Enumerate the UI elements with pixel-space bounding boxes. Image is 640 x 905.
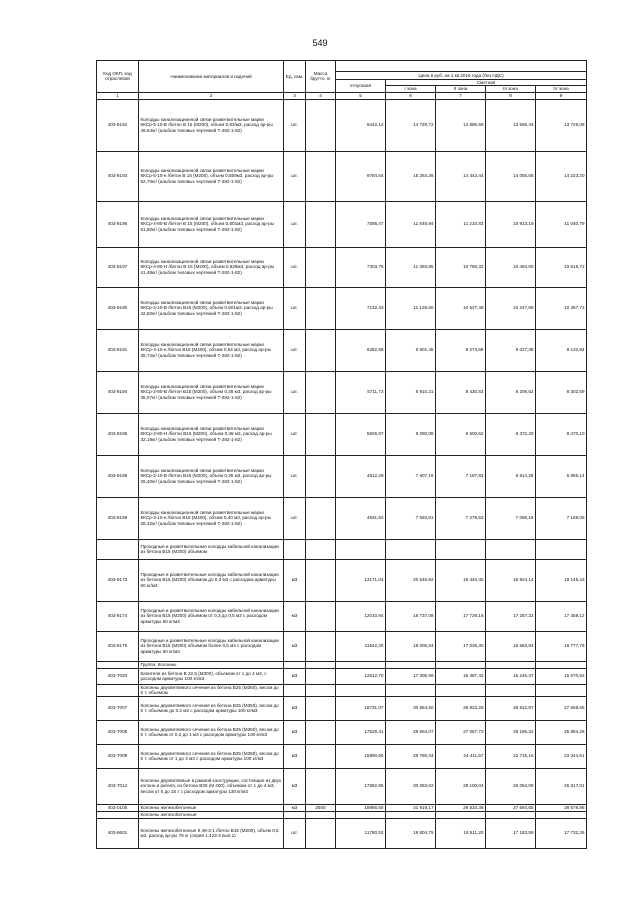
row-name: Колонны двухветвевого сечения из бетона В25 (М350), весом до 5 т, объемом — [139, 684, 284, 696]
table-row — [97, 768, 587, 804]
row-price-release: 4912,28 — [336, 455, 386, 497]
row-unit — [284, 539, 306, 559]
row-name: Проходные и разветвительные колодцы кабельной канализации из бетона В15 (М200) объемом до 0,3 м3 с расходом арматуры 60 кг/м3 — [139, 559, 284, 601]
row-code: 403-8601 — [97, 818, 139, 848]
row-price-zone-2 — [436, 661, 486, 668]
row-price-zone-3: 10 494,00 — [486, 247, 536, 287]
row-price-zone-1: 20 546,82 — [386, 559, 436, 601]
row-code: 403-8174 — [97, 601, 139, 631]
row-price-zone-4: 19 145,43 — [536, 559, 587, 601]
row-code: 403-8193 — [97, 151, 139, 201]
table-row — [97, 601, 587, 631]
row-price-zone-2: 13 896,58 — [436, 99, 486, 151]
row-price-release: 7132,43 — [336, 287, 386, 329]
row-price-release: 13171,03 — [336, 559, 386, 601]
row-mass — [306, 539, 336, 559]
row-price-zone-4 — [536, 661, 587, 668]
table-row — [97, 413, 587, 455]
table-row — [97, 684, 587, 696]
row-mass — [306, 668, 336, 684]
row-name: Колодцы канализационной связи разветвительные марки ККСр-4-80-Н /бетон В 15 (М200), объем 0,628м3, расход ар-ры 41,48кг/ (альбом типовых чертежей Т-282-1-82) — [139, 247, 284, 287]
row-price-zone-3: 16 583,84 — [486, 631, 536, 661]
row-price-zone-1: 7 607,16 — [386, 455, 436, 497]
row-price-zone-1: 17 305,98 — [386, 668, 436, 684]
row-name: Колодцы канализационной связи разветвительные марки ККСр-4-80-В /бетон В 15 (М200), объем 0,601м3, расход ар-ры 51,60кг/ (альбом типовых чертежей Т-282-1-82) — [139, 201, 284, 247]
table-row — [97, 818, 587, 848]
table-row — [97, 371, 587, 413]
row-price-zone-2: 28 923,28 — [436, 696, 486, 720]
row-name: Колонны железобетонные — [139, 804, 284, 811]
row-price-zone-1: 31 919,17 — [386, 804, 436, 811]
row-code: 403-8195 — [97, 201, 139, 247]
row-mass — [306, 684, 336, 696]
row-price-release: 11780,53 — [336, 818, 386, 848]
row-price-zone-3 — [486, 684, 536, 696]
row-price-zone-3: 8 372,20 — [486, 413, 536, 455]
row-price-zone-3: 27 694,65 — [486, 804, 536, 811]
row-price-release: 12612,70 — [336, 668, 386, 684]
row-price-release — [336, 684, 386, 696]
row-unit: шт. — [284, 413, 306, 455]
table-row — [97, 668, 587, 684]
row-price-zone-4: 15 670,92 — [536, 668, 587, 684]
row-unit: шт. — [284, 247, 306, 287]
row-code: 403-7008 — [97, 720, 139, 744]
row-price-release: 7303,75 — [336, 247, 386, 287]
row-price-zone-2: 27 067,73 — [436, 720, 486, 744]
row-price-zone-3: 9 027,38 — [486, 329, 536, 371]
table-row — [97, 811, 587, 818]
row-price-zone-1: 9 090,09 — [386, 413, 436, 455]
row-unit: шт. — [284, 818, 306, 848]
row-price-zone-1 — [386, 811, 436, 818]
header-price-group: Цена в руб. на 1 кв 2016 года (без НДС) — [336, 72, 587, 80]
row-mass — [306, 744, 336, 768]
row-price-zone-3: 26 084,09 — [486, 768, 536, 804]
table-row — [97, 329, 587, 371]
row-price-zone-4: 6 995,14 — [536, 455, 587, 497]
row-mass — [306, 696, 336, 720]
row-mass — [306, 201, 336, 247]
row-price-zone-1: 9 801,45 — [386, 329, 436, 371]
row-unit — [284, 684, 306, 696]
row-price-zone-2: 10 780,32 — [436, 247, 486, 287]
row-mass — [306, 720, 336, 744]
row-code — [97, 661, 139, 668]
row-code: 403-7012 — [97, 768, 139, 804]
row-price-zone-2: 29 834,36 — [436, 804, 486, 811]
row-price-zone-2: 24 411,57 — [436, 744, 486, 768]
table-row — [97, 720, 587, 744]
row-code — [97, 811, 139, 818]
row-price-zone-4: 10 616,72 — [536, 247, 587, 287]
row-unit: шт. — [284, 455, 306, 497]
row-code: 403-8173 — [97, 559, 139, 601]
row-price-zone-2: 7 279,53 — [436, 497, 486, 539]
row-code: 403-8190 — [97, 287, 139, 329]
row-name: Колонны двухветвевого сечения из бетона В25 (М350), весом до 5 т, объемом от 1 до 4 м3 с расходом арматуры 100 кг/м3 — [139, 744, 284, 768]
row-name: Колодцы канализационной связи разветвительные марки ККСр-4-10-н /бетон В15 (М200), объем 0,64 м3, расход ар-ры 35,72кг/ (альбом типовых чертежей Т-282-1-82) — [139, 329, 284, 371]
row-unit: м3 — [284, 631, 306, 661]
header-unit: Ед. изм. — [284, 61, 306, 93]
table-row — [97, 631, 587, 661]
header-zone-2: II зона — [436, 86, 486, 92]
row-price-zone-1 — [386, 684, 436, 696]
row-code: 403-8198 — [97, 455, 139, 497]
row-mass — [306, 287, 336, 329]
row-unit: м3 — [284, 559, 306, 601]
row-price-zone-1: 18 005,84 — [386, 631, 436, 661]
row-price-zone-4: 26 917,01 — [536, 768, 587, 804]
col-number: 1 — [97, 92, 139, 99]
row-price-release: 5711,73 — [336, 371, 386, 413]
col-number: 2 — [139, 92, 284, 99]
row-price-release: 12010,94 — [336, 601, 386, 631]
row-price-zone-4: 13 725,08 — [536, 99, 587, 151]
table-row — [97, 201, 587, 247]
row-mass — [306, 151, 336, 201]
row-code: 403-0105 — [97, 804, 139, 811]
row-price-zone-2 — [436, 811, 486, 818]
row-price-zone-3: 17 183,59 — [486, 818, 536, 848]
row-price-zone-2: 7 197,93 — [436, 455, 486, 497]
row-price-zone-3: 26 912,87 — [486, 696, 536, 720]
row-price-zone-4 — [536, 811, 587, 818]
row-price-zone-2: 10 527,48 — [436, 287, 486, 329]
table-row — [97, 696, 587, 720]
table-row — [97, 539, 587, 559]
row-price-zone-1: 30 063,62 — [386, 768, 436, 804]
page-number: 549 — [312, 38, 328, 48]
row-price-zone-3: 22 715,15 — [486, 744, 536, 768]
header-estimate: Сметная — [386, 80, 587, 86]
row-mass — [306, 768, 336, 804]
row-unit — [284, 661, 306, 668]
row-mass: 2500 — [306, 804, 336, 811]
row-name: Колодцы канализационной связи разветвительные марки ККСр-5-10-н /бетон В 15 (М200), объем 0,659м3, расход ар-ры 52,70кг/ (альбом типовых чертежей Т-282-1-82) — [139, 151, 284, 201]
row-name: Колодцы канализационной связи разветвительные марки ККСр-3-10-н /бетон В15 (М200), объем 0,40 м3, расход ар-ры 28,32кг/ (альбом типовых чертежей Т-282-1-82) — [139, 497, 284, 539]
row-unit: шт. — [284, 99, 306, 151]
row-price-zone-4: 11 040,79 — [536, 201, 587, 247]
row-price-zone-4: 7 169,05 — [536, 497, 587, 539]
row-price-release: 5826,97 — [336, 413, 386, 455]
row-price-zone-1: 7 593,81 — [386, 497, 436, 539]
row-price-zone-3: 14 055,66 — [486, 151, 536, 201]
table-row — [97, 455, 587, 497]
col-number: 6 — [386, 92, 436, 99]
row-price-zone-1: 25 780,34 — [386, 744, 436, 768]
table-row — [97, 247, 587, 287]
row-price-release: 17862,86 — [336, 768, 386, 804]
row-price-zone-3: 17 257,32 — [486, 601, 536, 631]
row-name: Колодцы канализационной связи разветвительные марки ККСр-3-80-В /бетон В15 (М200), объем 0,45 м3, расход ар-ры 35,07кг/ (альбом типовых чертежей Т-282-1-82) — [139, 371, 284, 413]
row-price-release: 9784,64 — [336, 151, 386, 201]
row-price-zone-4: 8 302,59 — [536, 371, 587, 413]
row-mass — [306, 818, 336, 848]
row-unit: м3 — [284, 720, 306, 744]
row-price-zone-4: 25 884,28 — [536, 720, 587, 744]
row-price-zone-1: 11 848,94 — [386, 201, 436, 247]
row-code: 403-7020 — [97, 668, 139, 684]
row-price-zone-2: 19 440,45 — [436, 559, 486, 601]
row-mass — [306, 601, 336, 631]
row-price-zone-2 — [436, 684, 486, 696]
row-price-zone-3: 18 924,14 — [486, 559, 536, 601]
row-code — [97, 539, 139, 559]
row-code: 403-7009 — [97, 744, 139, 768]
row-price-zone-1: 8 910,31 — [386, 371, 436, 413]
row-mass — [306, 371, 336, 413]
row-mass — [306, 413, 336, 455]
row-code: 403-8199 — [97, 497, 139, 539]
row-mass — [306, 661, 336, 668]
header-name: Наименование материалов и изделий — [139, 61, 284, 93]
row-name: Колодцы канализационной связи разветвительные марки ККСр-3-10-В /бетон В15 (М200), объем 0,35 м3, расход ар-ры 29,40кг/ (альбом типовых чертежей Т-282-1-82) — [139, 455, 284, 497]
row-name: Колодцы канализационной связи разветвительные марки ККСр-4-10-В /бетон В15 (М200), объем 0,601м3, расход ар-ры 42,50кг/ (альбом типовых чертежей Т-282-1-82) — [139, 287, 284, 329]
row-unit: м3 — [284, 768, 306, 804]
row-price-zone-4: 28 578,98 — [536, 804, 587, 811]
header-zone-1: I зона — [386, 86, 436, 92]
row-unit: м3 — [284, 668, 306, 684]
row-price-zone-2: 16 387,42 — [436, 668, 486, 684]
row-price-release — [336, 539, 386, 559]
col-number: 3 — [284, 92, 306, 99]
row-price-zone-4: 17 459,12 — [536, 601, 587, 631]
row-unit: шт. — [284, 151, 306, 201]
row-price-zone-4 — [536, 684, 587, 696]
row-price-zone-4: 27 658,65 — [536, 696, 587, 720]
row-name: Колонны двухветвевые в рамной конструкции, состоящие из двух колонн и ригеля, из бетона В30 (М 400), объемом от 1 до 4 м3, весом от 5 до 15 т с расходом арматуры 130 кг/м3 — [139, 768, 284, 804]
row-unit: шт. — [284, 371, 306, 413]
row-mass — [306, 631, 336, 661]
row-mass — [306, 497, 336, 539]
row-name: Группа: Колонны — [139, 661, 284, 668]
row-price-zone-3: 13 565,44 — [486, 99, 536, 151]
row-unit: м3 — [284, 804, 306, 811]
row-price-zone-1 — [386, 661, 436, 668]
row-price-zone-1: 11 126,60 — [386, 287, 436, 329]
row-price-release: 17529,41 — [336, 720, 386, 744]
row-price-zone-2: 9 273,68 — [436, 329, 486, 371]
row-mass — [306, 559, 336, 601]
row-price-zone-3: 7 086,19 — [486, 497, 536, 539]
row-mass — [306, 99, 336, 151]
row-price-zone-3: 10 913,19 — [486, 201, 536, 247]
row-price-zone-4: 14 223,20 — [536, 151, 587, 201]
row-price-release: 18731,07 — [336, 696, 386, 720]
col-number: 5 — [336, 92, 386, 99]
table-row — [97, 744, 587, 768]
row-price-zone-2: 18 511,20 — [436, 818, 486, 848]
row-price-zone-1: 11 393,85 — [386, 247, 436, 287]
row-mass — [306, 247, 336, 287]
row-mass — [306, 329, 336, 371]
table-row — [97, 287, 587, 329]
row-price-release: 18986,60 — [336, 804, 386, 811]
header-zone-3: III зона — [486, 86, 536, 92]
row-price-zone-3 — [486, 539, 536, 559]
price-table — [96, 60, 587, 849]
col-number: 9 — [536, 92, 587, 99]
row-name: Проходные и разветвительные колодцы кабельной канализации из бетона В15 (М200) объемом более 0,5 м3 с расходом арматуры 60 кг/м3 — [139, 631, 284, 661]
row-code: 403-8195 — [97, 413, 139, 455]
row-price-zone-3: 8 206,62 — [486, 371, 536, 413]
row-unit: м3 — [284, 696, 306, 720]
header-mass: Масса брутто, кг — [306, 61, 336, 93]
row-price-zone-3: 15 245,37 — [486, 668, 536, 684]
row-price-release — [336, 811, 386, 818]
row-price-zone-3: 10 247,88 — [486, 287, 536, 329]
row-price-release: 11542,20 — [336, 631, 386, 661]
row-price-release: 7595,47 — [336, 201, 386, 247]
row-price-zone-4: 9 132,84 — [536, 329, 587, 371]
row-price-zone-3 — [486, 661, 536, 668]
table-row — [97, 151, 587, 201]
row-price-zone-1: 30 564,50 — [386, 696, 436, 720]
row-unit — [284, 811, 306, 818]
row-price-release: 6282,98 — [336, 329, 386, 371]
row-name: Колонны железобетонные К 48-3-1 /бетон В15 (М200), объем 0,5 м3, расход ар-ры 78 кг (серия 1.423-3 вып.1) — [139, 818, 284, 848]
row-price-zone-2 — [436, 539, 486, 559]
row-code: 403-8175 — [97, 631, 139, 661]
row-price-zone-1: 18 737,08 — [386, 601, 436, 631]
row-price-zone-4: 8 470,10 — [536, 413, 587, 455]
header-zone-4: IV зона — [536, 86, 587, 92]
col-number: 8 — [486, 92, 536, 99]
row-name: Колонны железобетонные: — [139, 811, 284, 818]
header-code: Код ОКП, код отраслевой — [97, 61, 139, 93]
col-number: 7 — [436, 92, 486, 99]
row-price-zone-2: 11 210,83 — [436, 201, 486, 247]
row-price-zone-4: 16 777,76 — [536, 631, 587, 661]
row-price-zone-1: 19 804,75 — [386, 818, 436, 848]
table-row — [97, 559, 587, 601]
row-name: Колонны двухветвевого сечения из бетона В25 (М350), весом до 5 т, объемом до 0,2 м3 с расходом арматуры 100 кг/м3 — [139, 696, 284, 720]
row-unit: м3 — [284, 601, 306, 631]
row-name: Колодцы канализационной связи разветвительные марки ККСр-3-80-Н /бетон В15 (М200), объем 0,48 м3, расход ар-ры 32,19кг/ (альбом типовых чертежей Т-282-1-82) — [139, 413, 284, 455]
row-price-zone-4: 10 367,72 — [536, 287, 587, 329]
row-price-release — [336, 661, 386, 668]
row-mass — [306, 811, 336, 818]
row-name: Проходные и разветвительные колодцы кабельной канализации из бетона В15 (М200) объемом — [139, 539, 284, 559]
row-name: Капители из бетона В 22,5 (М300), объемом от 1 до 4 м3, с расходом арматуры 100 кг/м3 — [139, 668, 284, 684]
table-row — [97, 497, 587, 539]
col-number: 4 — [306, 92, 336, 99]
row-price-zone-3: 25 186,32 — [486, 720, 536, 744]
row-price-release: 4931,92 — [336, 497, 386, 539]
row-price-zone-2: 17 728,16 — [436, 601, 486, 631]
row-unit: шт. — [284, 329, 306, 371]
row-price-zone-2: 28 100,04 — [436, 768, 486, 804]
row-code: 403-8192 — [97, 99, 139, 151]
row-price-zone-1 — [386, 539, 436, 559]
row-unit: м3 — [284, 744, 306, 768]
row-price-zone-2: 8 600,62 — [436, 413, 486, 455]
row-price-zone-4 — [536, 539, 587, 559]
row-price-zone-2: 8 430,53 — [436, 371, 486, 413]
row-price-zone-3 — [486, 811, 536, 818]
row-price-zone-2: 14 442,44 — [436, 151, 486, 201]
row-name: Колодцы канализационной связи разветвительные марки ККСр-5-10-В /бетон В 15 (М200), объем 0,63/м3, расход ар-ры 49,64кг/ (альбом типовых чертежей Т-282-1-82) — [139, 99, 284, 151]
row-price-zone-2: 17 036,30 — [436, 631, 486, 661]
row-name: Проходные и разветвительные колодцы кабельной канализации из бетона В15 (М200) объемом от 0,3 до 0,5 м3 с расходом арматуры 60 кг/м3 — [139, 601, 284, 631]
row-name: Колонны двухветвевого сечения из бетона В25 (М350), весом до 5 т, объемом от 0,2 до 1 м3 с расходом арматуры 100 кг/м3 — [139, 720, 284, 744]
row-code: 403-8191 — [97, 329, 139, 371]
table-row — [97, 99, 587, 151]
header-release: отпускная — [336, 80, 386, 93]
row-code: 403-8197 — [97, 247, 139, 287]
row-price-zone-1: 15 264,36 — [386, 151, 436, 201]
row-price-zone-4: 17 732,26 — [536, 818, 587, 848]
row-mass — [306, 455, 336, 497]
row-unit: шт. — [284, 287, 306, 329]
row-price-zone-1: 28 594,07 — [386, 720, 436, 744]
row-price-zone-3: 6 914,28 — [486, 455, 536, 497]
row-code: 403-7007 — [97, 696, 139, 720]
row-price-release: 9442,12 — [336, 99, 386, 151]
row-unit: шт. — [284, 201, 306, 247]
table-row — [97, 661, 587, 668]
row-unit: шт. — [284, 497, 306, 539]
row-price-release: 15890,50 — [336, 744, 386, 768]
row-price-zone-1: 14 729,72 — [386, 99, 436, 151]
row-code: 403-8194 — [97, 371, 139, 413]
row-price-zone-4: 23 344,61 — [536, 744, 587, 768]
table-row — [97, 804, 587, 811]
row-code — [97, 684, 139, 696]
